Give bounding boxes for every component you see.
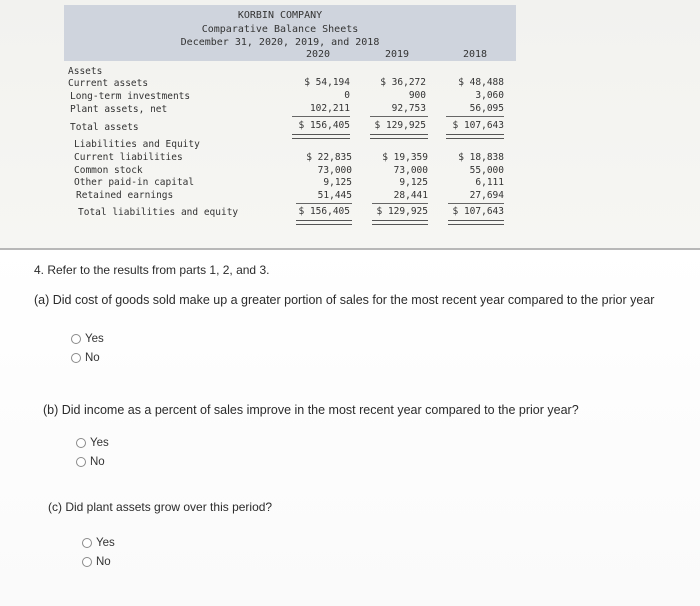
- row-label-retained-earnings: Retained earnings: [76, 190, 174, 201]
- column-header-2020: 2020: [305, 49, 331, 60]
- question-a-no-radio[interactable]: [71, 352, 100, 364]
- row-label-common-stock: Common stock: [74, 165, 143, 176]
- row-label-other-paid-in-capital: Other paid-in capital: [74, 177, 195, 188]
- question-b-yes-label: Yes: [90, 437, 109, 449]
- row-label-assets: Assets: [68, 66, 103, 77]
- question-b-no-label: No: [90, 456, 105, 468]
- subtotal-rule-le-2020: [296, 203, 352, 204]
- cell-total-le-2019: $ 129,925: [376, 206, 428, 217]
- cell-common-stock-2019: 73,000: [393, 165, 428, 176]
- cell-paid-in-capital-2019: 9,125: [399, 177, 428, 188]
- radio-circle-icon[interactable]: [82, 538, 92, 548]
- cell-plant-assets-2019: 92,753: [391, 103, 426, 114]
- cell-investments-2019: 900: [408, 90, 426, 101]
- question-a-text: (a) Did cost of goods sold make up a greater portion of sales for the most recent year compared to the prior year: [34, 293, 655, 307]
- question-a-yes-label: Yes: [85, 333, 104, 345]
- question-a-yes-radio[interactable]: [71, 333, 104, 345]
- cell-retained-earnings-2018: 27,694: [469, 190, 504, 201]
- total-rule-le-2019: [372, 220, 428, 225]
- total-rule-le-2018: [448, 220, 504, 225]
- cell-retained-earnings-2020: 51,445: [317, 190, 352, 201]
- question-c-text: (c) Did plant assets grow over this period?: [48, 500, 273, 514]
- total-rule-2019: [370, 134, 428, 139]
- cell-plant-assets-2018: 56,095: [469, 103, 504, 114]
- cell-current-liabilities-2019: $ 19,359: [382, 152, 428, 163]
- cell-current-assets-2018: $ 48,488: [458, 77, 504, 88]
- cell-current-liabilities-2018: $ 18,838: [458, 152, 504, 163]
- cell-paid-in-capital-2018: 6,111: [475, 177, 504, 188]
- subtotal-rule-2018: [446, 116, 504, 117]
- cell-total-assets-2019: $ 129,925: [374, 120, 426, 131]
- sheet-dates: December 31, 2020, 2019, and 2018: [180, 37, 380, 48]
- total-rule-le-2020: [296, 220, 352, 225]
- row-label-current-assets: Current assets: [68, 78, 149, 89]
- cell-retained-earnings-2019: 28,441: [393, 190, 428, 201]
- company-name: KORBIN COMPANY: [237, 10, 323, 21]
- cell-paid-in-capital-2020: 9,125: [323, 177, 352, 188]
- question-c-no-label: No: [96, 556, 111, 568]
- cell-total-le-2018: $ 107,643: [452, 206, 504, 217]
- column-header-2019: 2019: [384, 49, 410, 60]
- row-label-liabilities-and-equity: Liabilities and Equity: [74, 139, 200, 150]
- row-label-plant-assets: Plant assets, net: [70, 104, 168, 115]
- cell-total-le-2020: $ 156,405: [298, 206, 350, 217]
- cell-total-assets-2018: $ 107,643: [452, 120, 504, 131]
- cell-common-stock-2018: 55,000: [469, 165, 504, 176]
- row-label-total-assets: Total assets: [70, 122, 139, 133]
- question-b-text: (b) Did income as a percent of sales improve in the most recent year compared to the prior year?: [43, 403, 579, 417]
- cell-plant-assets-2020: 102,211: [309, 103, 350, 114]
- subtotal-rule-2020: [292, 116, 350, 117]
- subtotal-rule-le-2019: [372, 203, 428, 204]
- cell-current-assets-2019: $ 36,272: [380, 77, 426, 88]
- column-header-2018: 2018: [462, 49, 488, 60]
- total-rule-2020: [292, 134, 350, 139]
- cell-common-stock-2020: 73,000: [317, 165, 352, 176]
- radio-circle-icon[interactable]: [82, 557, 92, 567]
- question-intro: 4. Refer to the results from parts 1, 2, and 3.: [34, 263, 270, 277]
- cell-current-assets-2020: $ 54,194: [304, 77, 350, 88]
- question-a-no-label: No: [85, 352, 100, 364]
- balance-sheet-panel: [0, 0, 700, 250]
- radio-circle-icon[interactable]: [76, 457, 86, 467]
- subtotal-rule-2019: [370, 116, 428, 117]
- question-c-yes-label: Yes: [96, 537, 115, 549]
- radio-circle-icon[interactable]: [71, 334, 81, 344]
- radio-circle-icon[interactable]: [71, 353, 81, 363]
- cell-investments-2020: 0: [344, 90, 350, 101]
- radio-circle-icon[interactable]: [76, 438, 86, 448]
- cell-total-assets-2020: $ 156,405: [298, 120, 350, 131]
- cell-investments-2018: 3,060: [475, 90, 504, 101]
- question-b-no-radio[interactable]: [76, 456, 105, 468]
- subtotal-rule-le-2018: [448, 203, 504, 204]
- total-rule-2018: [446, 134, 504, 139]
- cell-current-liabilities-2020: $ 22,835: [306, 152, 352, 163]
- row-label-long-term-investments: Long-term investments: [70, 91, 191, 102]
- question-c-no-radio[interactable]: [82, 556, 111, 568]
- question-c-yes-radio[interactable]: [82, 537, 115, 549]
- row-label-current-liabilities: Current liabilities: [74, 152, 183, 163]
- row-label-total-liabilities-and-equity: Total liabilities and equity: [78, 207, 239, 218]
- question-b-yes-radio[interactable]: [76, 437, 109, 449]
- sheet-title: Comparative Balance Sheets: [201, 24, 359, 35]
